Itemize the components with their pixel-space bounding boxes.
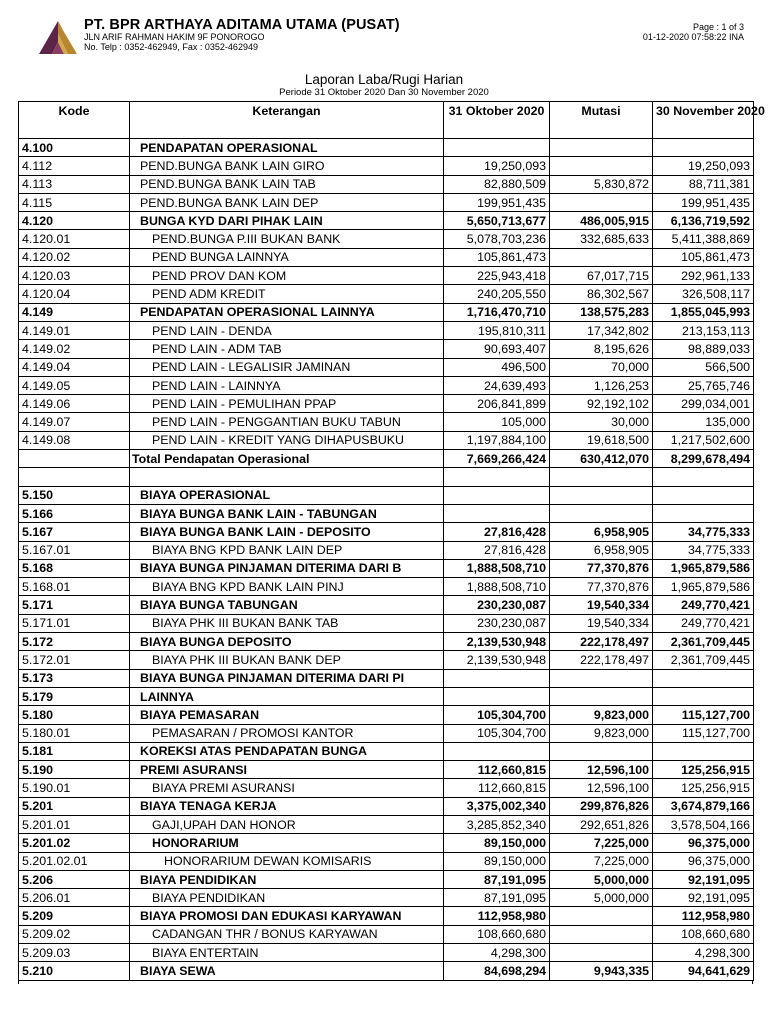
cell-keterangan: PEND LAIN - DENDA: [130, 321, 444, 339]
cell-mutasi: 77,370,876: [550, 559, 653, 577]
cell-mutasi: [550, 248, 653, 266]
cell-kode: 5.171.01: [19, 614, 130, 632]
cell-kode: 4.112: [19, 157, 130, 175]
cell-mutasi: 67,017,715: [550, 267, 653, 285]
cell-keterangan: BIAYA BNG KPD BANK LAIN PINJ: [130, 578, 444, 596]
cell-31-oktober: 105,000: [444, 413, 550, 431]
cell-31-oktober: 105,304,700: [444, 706, 550, 724]
cell-kode: 5.167: [19, 523, 130, 541]
cell-keterangan: PEND.BUNGA BANK LAIN GIRO: [130, 157, 444, 175]
cell-kode: 5.209.02: [19, 925, 130, 943]
cell-30-november: 112,958,980: [653, 907, 754, 925]
cell-kode: 5.172.01: [19, 651, 130, 669]
cell-31-oktober: 112,660,815: [444, 761, 550, 779]
cell-kode: 4.120.04: [19, 285, 130, 303]
cell-kode: 5.179: [19, 687, 130, 705]
cell-30-november: 115,127,700: [653, 706, 754, 724]
cell-mutasi: 9,823,000: [550, 724, 653, 742]
cell-mutasi: 486,005,915: [550, 212, 653, 230]
cell-kode: 4.149.02: [19, 340, 130, 358]
cell-31-oktober: [444, 486, 550, 504]
cell-30-november: 96,375,000: [653, 852, 754, 870]
cell-30-november: 292,961,133: [653, 267, 754, 285]
table-row: [19, 578, 754, 596]
cell-31-oktober: 3,285,852,340: [444, 815, 550, 833]
table-row: [19, 212, 754, 230]
table-row: [19, 358, 754, 376]
cell-31-oktober: [444, 139, 550, 157]
cell-31-oktober: 3,375,002,340: [444, 797, 550, 815]
table-row: [19, 175, 754, 193]
cell-31-oktober: 82,880,509: [444, 175, 550, 193]
report-meta: [643, 23, 744, 43]
cell-mutasi: 19,540,334: [550, 614, 653, 632]
cell-keterangan: BIAYA PREMI ASURANSI: [130, 779, 444, 797]
cell-keterangan: PEND.BUNGA BANK LAIN DEP: [130, 193, 444, 211]
cell-keterangan: LAINNYA: [130, 687, 444, 705]
table-row: [19, 614, 754, 632]
cell-mutasi: 9,823,000: [550, 706, 653, 724]
cell-31-oktober: 5,078,703,236: [444, 230, 550, 248]
table-header-row: [19, 102, 754, 139]
cell-kode: 5.167.01: [19, 541, 130, 559]
cell-kode: 5.201.02.01: [19, 852, 130, 870]
cell-keterangan: BIAYA BUNGA BANK LAIN - TABUNGAN: [130, 504, 444, 522]
cell-mutasi: [550, 193, 653, 211]
cell-keterangan: KOREKSI ATAS PENDAPATAN BUNGA: [130, 742, 444, 760]
cell-30-november: 98,889,033: [653, 340, 754, 358]
cell-kode: 5.190.01: [19, 779, 130, 797]
cell-30-november: 115,127,700: [653, 724, 754, 742]
cell-31-oktober: 195,810,311: [444, 321, 550, 339]
cell-kode: 4.113: [19, 175, 130, 193]
cell-kode: 5.173: [19, 669, 130, 687]
company-address: JLN ARIF RAHMAN HAKIM 9F PONOROGO: [84, 32, 265, 43]
table-row: [19, 193, 754, 211]
cell-mutasi: 222,178,497: [550, 651, 653, 669]
cell-31-oktober: 84,698,294: [444, 962, 550, 980]
cell-30-november: 5,411,388,869: [653, 230, 754, 248]
cell-keterangan: PEND LAIN - LAINNYA: [130, 376, 444, 394]
cell-31-oktober: 7,669,266,424: [444, 450, 550, 468]
income-statement-table: [18, 101, 765, 981]
cell-31-oktober: 87,191,095: [444, 889, 550, 907]
cell-kode: 5.180: [19, 706, 130, 724]
cell-kode: 4.115: [19, 193, 130, 211]
cell-keterangan: BIAYA BUNGA DEPOSITO: [130, 633, 444, 651]
cell-mutasi: 1,126,253: [550, 376, 653, 394]
cell-mutasi: 86,302,567: [550, 285, 653, 303]
cell-30-november: 1,965,879,586: [653, 578, 754, 596]
company-name: PT. BPR ARTHAYA ADITAMA UTAMA (PUSAT): [84, 17, 400, 33]
cell-kode: 5.210: [19, 962, 130, 980]
cell-31-oktober: [444, 504, 550, 522]
cell-30-november: 1,855,045,993: [653, 303, 754, 321]
cell-30-november: [653, 504, 754, 522]
cell-31-oktober: 112,660,815: [444, 779, 550, 797]
cell-keterangan: Total Pendapatan Operasional: [130, 450, 444, 468]
cell-31-oktober: 5,650,713,677: [444, 212, 550, 230]
cell-31-oktober: 1,197,884,100: [444, 431, 550, 449]
cell-keterangan: BUNGA KYD DARI PIHAK LAIN: [130, 212, 444, 230]
cell-30-november: [653, 139, 754, 157]
table-row: [19, 340, 754, 358]
cell-mutasi: [550, 669, 653, 687]
cell-31-oktober: 108,660,680: [444, 925, 550, 943]
cell-31-oktober: 24,639,493: [444, 376, 550, 394]
cell-mutasi: 12,596,100: [550, 779, 653, 797]
cell-30-november: 2,361,709,445: [653, 651, 754, 669]
cell-keterangan: BIAYA BUNGA PINJAMAN DITERIMA DARI B: [130, 559, 444, 577]
cell-30-november: 135,000: [653, 413, 754, 431]
cell-keterangan: PENDAPATAN OPERASIONAL LAINNYA: [130, 303, 444, 321]
cell-mutasi: [550, 944, 653, 962]
cell-31-oktober: 105,304,700: [444, 724, 550, 742]
table-row: [19, 504, 754, 522]
table-row: [19, 523, 754, 541]
table-row: [19, 925, 754, 943]
cell-mutasi: [550, 742, 653, 760]
cell-kode: 5.209.03: [19, 944, 130, 962]
cell-30-november: 299,034,001: [653, 395, 754, 413]
cell-30-november: 4,298,300: [653, 944, 754, 962]
cell-kode: [19, 468, 130, 486]
table-row: [19, 706, 754, 724]
company-info: [84, 18, 400, 52]
cell-30-november: 88,711,381: [653, 175, 754, 193]
cell-keterangan: PEND LAIN - ADM TAB: [130, 340, 444, 358]
cell-keterangan: BIAYA SEWA: [130, 962, 444, 980]
cell-keterangan: BIAYA PENDIDIKAN: [130, 889, 444, 907]
cell-mutasi: 70,000: [550, 358, 653, 376]
cell-mutasi: 138,575,283: [550, 303, 653, 321]
cell-keterangan: PEND.BUNGA P.III BUKAN BANK: [130, 230, 444, 248]
cell-keterangan: HONORARIUM DEWAN KOMISARIS: [130, 852, 444, 870]
cell-kode: 5.201: [19, 797, 130, 815]
column-header-keterangan: Keterangan: [130, 102, 444, 139]
cell-31-oktober: 4,298,300: [444, 944, 550, 962]
cell-keterangan: PEND LAIN - PENGGANTIAN BUKU TABUN: [130, 413, 444, 431]
cell-keterangan: HONORARIUM: [130, 834, 444, 852]
cell-kode: 5.190: [19, 761, 130, 779]
table-row: [19, 413, 754, 431]
cell-keterangan: PEND ADM KREDIT: [130, 285, 444, 303]
cell-30-november: 3,578,504,166: [653, 815, 754, 833]
cell-30-november: 94,641,629: [653, 962, 754, 980]
cell-mutasi: 7,225,000: [550, 834, 653, 852]
table-row: [19, 395, 754, 413]
table-row: [19, 852, 754, 870]
table-row: [19, 815, 754, 833]
cell-mutasi: [550, 687, 653, 705]
cell-keterangan: PEND LAIN - KREDIT YANG DIHAPUSBUKU: [130, 431, 444, 449]
cell-keterangan: BIAYA PHK III BUKAN BANK TAB: [130, 614, 444, 632]
cell-30-november: [653, 687, 754, 705]
column-header-30-november: 30 November 2020: [653, 102, 754, 139]
cell-mutasi: 5,830,872: [550, 175, 653, 193]
cell-31-oktober: 27,816,428: [444, 541, 550, 559]
cell-keterangan: PEND PROV DAN KOM: [130, 267, 444, 285]
report-period: Periode 31 Oktober 2020 Dan 30 November 2020: [279, 87, 489, 98]
table-row: [19, 633, 754, 651]
cell-mutasi: 92,192,102: [550, 395, 653, 413]
cell-kode: 5.171: [19, 596, 130, 614]
cell-31-oktober: 19,250,093: [444, 157, 550, 175]
cell-kode: 4.120: [19, 212, 130, 230]
table-row: [19, 157, 754, 175]
cell-30-november: 2,361,709,445: [653, 633, 754, 651]
cell-mutasi: 6,958,905: [550, 541, 653, 559]
table-row: [19, 596, 754, 614]
table-row: [19, 248, 754, 266]
cell-30-november: 1,965,879,586: [653, 559, 754, 577]
cell-kode: 4.120.02: [19, 248, 130, 266]
cell-31-oktober: 496,500: [444, 358, 550, 376]
cell-kode: 4.149.05: [19, 376, 130, 394]
cell-keterangan: BIAYA TENAGA KERJA: [130, 797, 444, 815]
cell-31-oktober: 225,943,418: [444, 267, 550, 285]
table-row: [19, 541, 754, 559]
cell-mutasi: [550, 486, 653, 504]
cell-keterangan: BIAYA PHK III BUKAN BANK DEP: [130, 651, 444, 669]
table-row: [19, 450, 754, 468]
cell-kode: 5.166: [19, 504, 130, 522]
cell-31-oktober: [444, 687, 550, 705]
cell-mutasi: [550, 925, 653, 943]
cell-kode: 4.149.01: [19, 321, 130, 339]
cell-31-oktober: 206,841,899: [444, 395, 550, 413]
cell-30-november: 96,375,000: [653, 834, 754, 852]
cell-keterangan: [130, 468, 444, 486]
cell-kode: 4.120.03: [19, 267, 130, 285]
table-row: [19, 285, 754, 303]
cell-keterangan: BIAYA BUNGA TABUNGAN: [130, 596, 444, 614]
table-row: [19, 797, 754, 815]
cell-31-oktober: 2,139,530,948: [444, 633, 550, 651]
table-row: [19, 889, 754, 907]
table-row: [19, 687, 754, 705]
cell-31-oktober: 1,888,508,710: [444, 578, 550, 596]
cell-keterangan: PEND.BUNGA BANK LAIN TAB: [130, 175, 444, 193]
cell-mutasi: [550, 468, 653, 486]
cell-kode: 4.149: [19, 303, 130, 321]
cell-30-november: 213,153,113: [653, 321, 754, 339]
cell-keterangan: PEMASARAN / PROMOSI KANTOR: [130, 724, 444, 742]
cell-31-oktober: 230,230,087: [444, 614, 550, 632]
cell-30-november: [653, 669, 754, 687]
table-row: [19, 376, 754, 394]
cell-keterangan: BIAYA PROMOSI DAN EDUKASI KARYAWAN: [130, 907, 444, 925]
cell-kode: 5.150: [19, 486, 130, 504]
cell-31-oktober: [444, 468, 550, 486]
table-row: [19, 267, 754, 285]
table-row: [19, 321, 754, 339]
cell-31-oktober: 90,693,407: [444, 340, 550, 358]
cell-keterangan: BIAYA BUNGA BANK LAIN - DEPOSITO: [130, 523, 444, 541]
cell-mutasi: 6,958,905: [550, 523, 653, 541]
cell-kode: 4.100: [19, 139, 130, 157]
cell-30-november: 34,775,333: [653, 541, 754, 559]
cell-kode: 5.168: [19, 559, 130, 577]
table-row: [19, 907, 754, 925]
cell-mutasi: 5,000,000: [550, 889, 653, 907]
table-row: [19, 303, 754, 321]
column-header-mutasi: Mutasi: [550, 102, 653, 139]
cell-30-november: 34,775,333: [653, 523, 754, 541]
page-number: Page : 1 of 3: [692, 22, 744, 32]
cell-30-november: 92,191,095: [653, 870, 754, 888]
cell-30-november: 199,951,435: [653, 193, 754, 211]
cell-keterangan: BIAYA OPERASIONAL: [130, 486, 444, 504]
cell-keterangan: BIAYA ENTERTAIN: [130, 944, 444, 962]
table-row: [19, 779, 754, 797]
cell-31-oktober: 240,205,550: [444, 285, 550, 303]
table-row: [19, 870, 754, 888]
table-row: [19, 431, 754, 449]
cell-31-oktober: 1,716,470,710: [444, 303, 550, 321]
cell-30-november: 249,770,421: [653, 596, 754, 614]
cell-keterangan: BIAYA BUNGA PINJAMAN DITERIMA DARI PI: [130, 669, 444, 687]
cell-mutasi: [550, 504, 653, 522]
table-row: [19, 742, 754, 760]
cell-30-november: [653, 742, 754, 760]
cell-30-november: 125,256,915: [653, 761, 754, 779]
cell-30-november: 105,861,473: [653, 248, 754, 266]
cell-30-november: 6,136,719,592: [653, 212, 754, 230]
cell-kode: 5.201.01: [19, 815, 130, 833]
cell-keterangan: PEND LAIN - LEGALISIR JAMINAN: [130, 358, 444, 376]
cell-30-november: 92,191,095: [653, 889, 754, 907]
cell-mutasi: 17,342,802: [550, 321, 653, 339]
cell-30-november: 25,765,746: [653, 376, 754, 394]
cell-mutasi: [550, 139, 653, 157]
cell-31-oktober: 112,958,980: [444, 907, 550, 925]
cell-31-oktober: [444, 669, 550, 687]
report-title-block: [0, 72, 768, 98]
column-header-kode: Kode: [19, 102, 130, 139]
cell-31-oktober: [444, 742, 550, 760]
cell-kode: 4.149.08: [19, 431, 130, 449]
table-row: [19, 651, 754, 669]
cell-kode: [19, 450, 130, 468]
cell-kode: 5.201.02: [19, 834, 130, 852]
cell-keterangan: BIAYA PENDIDIKAN: [130, 870, 444, 888]
cell-30-november: 108,660,680: [653, 925, 754, 943]
table-row: [19, 669, 754, 687]
cell-30-november: 566,500: [653, 358, 754, 376]
cell-30-november: [653, 486, 754, 504]
cell-mutasi: 30,000: [550, 413, 653, 431]
cell-keterangan: PEND BUNGA LAINNYA: [130, 248, 444, 266]
cell-keterangan: PENDAPATAN OPERASIONAL: [130, 139, 444, 157]
company-phone: No. Telp : 0352-462949, Fax : 0352-462949: [84, 41, 258, 52]
cell-30-november: 249,770,421: [653, 614, 754, 632]
table-row: [19, 230, 754, 248]
cell-keterangan: GAJI,UPAH DAN HONOR: [130, 815, 444, 833]
cell-kode: 4.149.06: [19, 395, 130, 413]
column-header-31-oktober: 31 Oktober 2020: [444, 102, 550, 139]
cell-30-november: 125,256,915: [653, 779, 754, 797]
cell-keterangan: BIAYA BNG KPD BANK LAIN DEP: [130, 541, 444, 559]
table-row: [19, 559, 754, 577]
cell-mutasi: [550, 907, 653, 925]
cell-mutasi: 9,943,335: [550, 962, 653, 980]
cell-mutasi: 332,685,633: [550, 230, 653, 248]
table-row: [19, 761, 754, 779]
table-continuation: [18, 980, 753, 984]
cell-30-november: 326,508,117: [653, 285, 754, 303]
cell-mutasi: 12,596,100: [550, 761, 653, 779]
cell-kode: 5.172: [19, 633, 130, 651]
cell-kode: 4.149.07: [19, 413, 130, 431]
cell-31-oktober: 230,230,087: [444, 596, 550, 614]
cell-mutasi: 77,370,876: [550, 578, 653, 596]
report-title: Laporan Laba/Rugi Harian: [304, 72, 464, 87]
table-row: [19, 944, 754, 962]
cell-mutasi: 8,195,626: [550, 340, 653, 358]
cell-31-oktober: 27,816,428: [444, 523, 550, 541]
cell-31-oktober: 2,139,530,948: [444, 651, 550, 669]
cell-kode: 4.149.04: [19, 358, 130, 376]
cell-kode: 5.180.01: [19, 724, 130, 742]
table-row: [19, 834, 754, 852]
cell-30-november: [653, 468, 754, 486]
table-row: [19, 139, 754, 157]
cell-kode: 5.206.01: [19, 889, 130, 907]
table-row: [19, 486, 754, 504]
table-row: [19, 962, 754, 980]
cell-keterangan: BIAYA PEMASARAN: [130, 706, 444, 724]
cell-mutasi: 292,651,826: [550, 815, 653, 833]
cell-31-oktober: 89,150,000: [444, 852, 550, 870]
cell-keterangan: PREMI ASURANSI: [130, 761, 444, 779]
cell-keterangan: PEND LAIN - PEMULIHAN PPAP: [130, 395, 444, 413]
cell-mutasi: 5,000,000: [550, 870, 653, 888]
cell-31-oktober: 89,150,000: [444, 834, 550, 852]
cell-31-oktober: 87,191,095: [444, 870, 550, 888]
cell-30-november: 8,299,678,494: [653, 450, 754, 468]
cell-mutasi: 19,618,500: [550, 431, 653, 449]
cell-mutasi: 19,540,334: [550, 596, 653, 614]
cell-kode: 5.168.01: [19, 578, 130, 596]
cell-30-november: 3,674,879,166: [653, 797, 754, 815]
cell-mutasi: 7,225,000: [550, 852, 653, 870]
cell-keterangan: CADANGAN THR / BONUS KARYAWAN: [130, 925, 444, 943]
bpr-logo-icon: [38, 20, 78, 56]
cell-mutasi: 299,876,826: [550, 797, 653, 815]
print-datetime: 01-12-2020 07:58:22 INA: [642, 31, 744, 42]
cell-30-november: 1,217,502,600: [653, 431, 754, 449]
cell-30-november: 19,250,093: [653, 157, 754, 175]
cell-kode: 5.206: [19, 870, 130, 888]
cell-kode: 4.120.01: [19, 230, 130, 248]
cell-mutasi: 222,178,497: [550, 633, 653, 651]
cell-31-oktober: 199,951,435: [444, 193, 550, 211]
cell-kode: 5.181: [19, 742, 130, 760]
cell-kode: 5.209: [19, 907, 130, 925]
table-row: [19, 724, 754, 742]
cell-31-oktober: 1,888,508,710: [444, 559, 550, 577]
cell-mutasi: [550, 157, 653, 175]
cell-31-oktober: 105,861,473: [444, 248, 550, 266]
table-row: [19, 468, 754, 486]
cell-mutasi: 630,412,070: [550, 450, 653, 468]
